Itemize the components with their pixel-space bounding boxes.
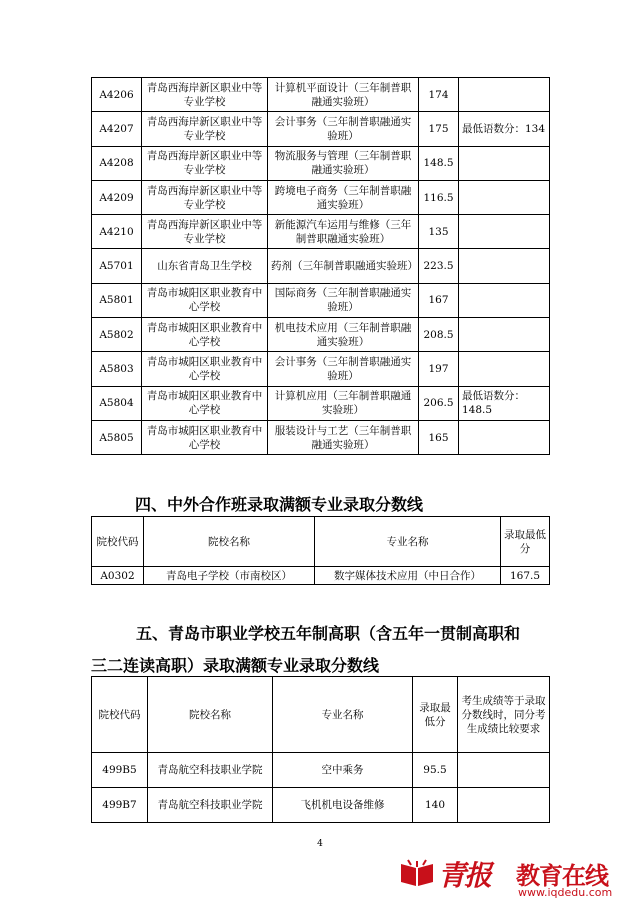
- table-cell: 青岛西海岸新区职业中等专业学校: [142, 112, 268, 146]
- table-cell: [459, 283, 550, 317]
- table-cell: 计算机应用（三年制普职融通实验班）: [268, 386, 419, 420]
- page-number: 4: [317, 839, 323, 849]
- table-cell: 135: [419, 215, 459, 249]
- table-cell: 空中乘务: [273, 753, 413, 788]
- table-cell: 167.5: [501, 567, 550, 585]
- table-cell: 148.5: [419, 146, 459, 180]
- table-cell: 140: [413, 788, 458, 823]
- table-row: [92, 386, 550, 420]
- logo-brand-name: 教育在线: [516, 862, 608, 890]
- table-row: [92, 249, 550, 283]
- table-majors-continued: [91, 77, 550, 455]
- table-cell: 服装设计与工艺（三年制普职融通实验班）: [268, 420, 419, 454]
- table-cell: A4208: [92, 146, 142, 180]
- table-row: [92, 567, 550, 585]
- table-cell: A5701: [92, 249, 142, 283]
- table-row: [92, 112, 550, 146]
- table-cell: 499B5: [92, 753, 148, 788]
- table-cell: 197: [419, 352, 459, 386]
- table-cell: 物流服务与管理（三年制普职融通实验班）: [268, 146, 419, 180]
- table-cell: [459, 180, 550, 214]
- table-cell: 最低语数分：134: [459, 112, 550, 146]
- table-cell: A4206: [92, 78, 142, 112]
- table-cell: [458, 753, 550, 788]
- table-cell: A5805: [92, 420, 142, 454]
- logo-calligraphy: 青报: [438, 859, 491, 892]
- table-cell: 青岛市城阳区职业教育中心学校: [142, 283, 268, 317]
- table-cell: 青岛西海岸新区职业中等专业学校: [142, 146, 268, 180]
- table-cell: 会计事务（三年制普职融通实验班）: [268, 112, 419, 146]
- table-cell: 新能源汽车运用与维修（三年制普职融通实验班）: [268, 215, 419, 249]
- section5-heading-line2: 三二连读高职）录取满额专业录取分数线: [91, 656, 380, 675]
- table-cell: 跨境电子商务（三年制普职融通实验班）: [268, 180, 419, 214]
- table-cell: 青岛航空科技职业学院: [148, 753, 273, 788]
- table-cell: 飞机机电设备维修: [273, 788, 413, 823]
- col-header-code: 院校代码: [92, 517, 144, 567]
- table-cell: A4210: [92, 215, 142, 249]
- table-row: [92, 78, 550, 112]
- table-row: [92, 753, 550, 788]
- table-cell: A5804: [92, 386, 142, 420]
- table-cell: 208.5: [419, 318, 459, 352]
- table-cell: 175: [419, 112, 459, 146]
- table-row: [92, 215, 550, 249]
- col-header-school: 院校名称: [148, 677, 273, 753]
- table-cell: 青岛市城阳区职业教育中心学校: [142, 420, 268, 454]
- table-cell: 最低语数分：148.5: [459, 386, 550, 420]
- table-cell: 青岛市城阳区职业教育中心学校: [142, 352, 268, 386]
- table-cell: 95.5: [413, 753, 458, 788]
- table-cell: 206.5: [419, 386, 459, 420]
- table-cell: 数字媒体技术应用（中日合作）: [315, 567, 501, 585]
- table-row: [92, 352, 550, 386]
- table-cell: [459, 146, 550, 180]
- col-header-score: 录取最低分: [501, 517, 550, 567]
- col-header-note: 考生成绩等于录取分数线时，同分考生成绩比较要求: [458, 677, 550, 753]
- section5-heading-line1: 五、青岛市职业学校五年制高职（含五年一贯制高职和: [136, 624, 521, 643]
- table-cell: A4209: [92, 180, 142, 214]
- table-row: [92, 146, 550, 180]
- table-cell: [459, 318, 550, 352]
- table-cell: 青岛航空科技职业学院: [148, 788, 273, 823]
- table-cell: A5801: [92, 283, 142, 317]
- table-row: [92, 318, 550, 352]
- table-cell: A0302: [92, 567, 144, 585]
- table-cell: 会计事务（三年制普职融通实验班）: [268, 352, 419, 386]
- table-row: [92, 283, 550, 317]
- table-row: [92, 180, 550, 214]
- section4-heading: 四、中外合作班录取满额专业录取分数线: [135, 495, 424, 514]
- table-cell: 167: [419, 283, 459, 317]
- table-cell: 机电技术应用（三年制普职融通实验班）: [268, 318, 419, 352]
- logo-url: www.iqdedu.com: [518, 886, 613, 899]
- table-cell: 174: [419, 78, 459, 112]
- table-row: [92, 788, 550, 823]
- table-cell: 499B7: [92, 788, 148, 823]
- table-cell: A5802: [92, 318, 142, 352]
- table-cell: 山东省青岛卫生学校: [142, 249, 268, 283]
- table-cell: 青岛市城阳区职业教育中心学校: [142, 386, 268, 420]
- table-cell: 青岛西海岸新区职业中等专业学校: [142, 180, 268, 214]
- table-cell: 计算机平面设计（三年制普职融通实验班）: [268, 78, 419, 112]
- table-cell: A4207: [92, 112, 142, 146]
- table-cell: [459, 249, 550, 283]
- table-row: [92, 420, 550, 454]
- table-five-year: [91, 676, 550, 823]
- table-cell: 223.5: [419, 249, 459, 283]
- table-cell: 116.5: [419, 180, 459, 214]
- table-cell: 青岛西海岸新区职业中等专业学校: [142, 215, 268, 249]
- table-cell: 国际商务（三年制普职融通实验班）: [268, 283, 419, 317]
- table-cell: 165: [419, 420, 459, 454]
- open-book-icon: [398, 858, 436, 888]
- col-header-school: 院校名称: [144, 517, 315, 567]
- table-cell: 青岛市城阳区职业教育中心学校: [142, 318, 268, 352]
- table-cell: 青岛电子学校（市南校区）: [144, 567, 315, 585]
- logo: [398, 856, 638, 902]
- table-cell: [459, 352, 550, 386]
- col-header-major: 专业名称: [273, 677, 413, 753]
- col-header-score: 录取最低分: [413, 677, 458, 753]
- table-cell: 青岛西海岸新区职业中等专业学校: [142, 78, 268, 112]
- table-cell: [459, 420, 550, 454]
- table-cell: [459, 78, 550, 112]
- table-cell: 药剂（三年制普职融通实验班）: [268, 249, 419, 283]
- table-cell: [458, 788, 550, 823]
- table-cell: A5803: [92, 352, 142, 386]
- col-header-code: 院校代码: [92, 677, 148, 753]
- col-header-major: 专业名称: [315, 517, 501, 567]
- table-sino-foreign: [91, 516, 550, 585]
- table-cell: [459, 215, 550, 249]
